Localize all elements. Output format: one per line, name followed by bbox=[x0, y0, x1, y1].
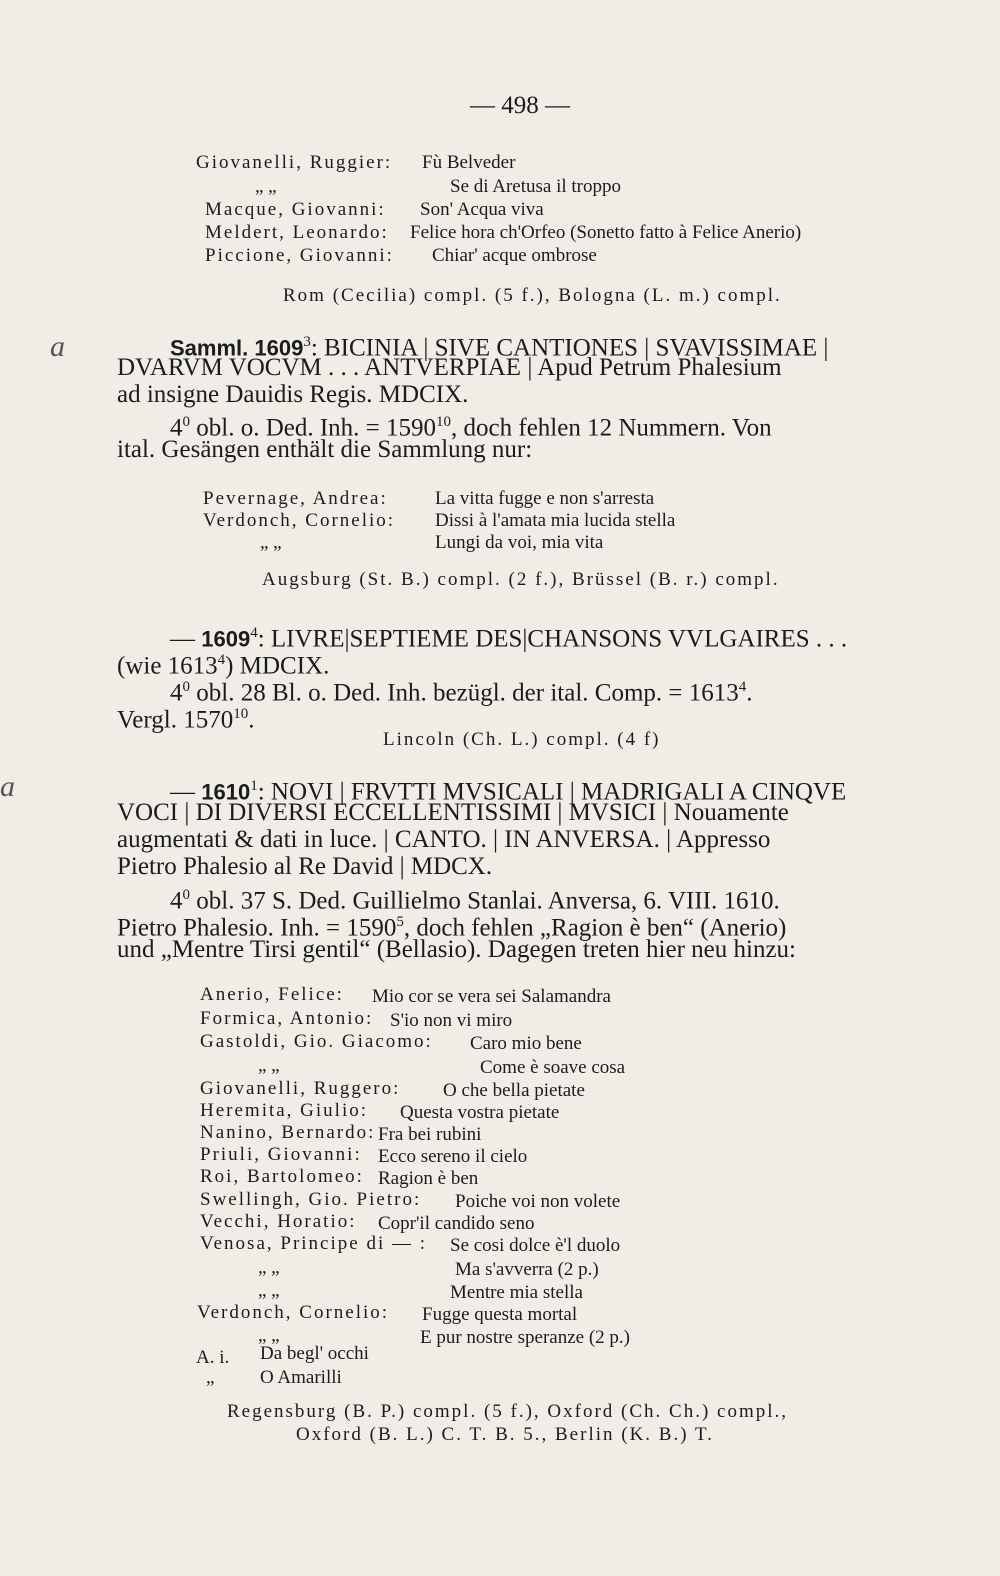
desc-text: obl. o. Ded. Inh. = 1590 bbox=[196, 414, 437, 442]
page-number: — 498 — bbox=[470, 92, 570, 119]
ditto-mark: „ bbox=[206, 1367, 215, 1388]
ditto-mark: „ „ bbox=[258, 1280, 280, 1301]
entry-title-line: : NOVI | FRVTTI MVSICALI | MADRIGALI A CINQVE bbox=[257, 778, 847, 806]
format: 4 bbox=[170, 887, 183, 915]
anonymous-mark: A. i. bbox=[196, 1347, 230, 1368]
work-title: Da begl' occhi bbox=[260, 1343, 369, 1364]
format: 4 bbox=[170, 679, 183, 707]
composer-name: Roi, Bartolomeo: bbox=[200, 1166, 364, 1187]
work-title: Ecco sereno il cielo bbox=[378, 1146, 528, 1167]
composer-name: Heremita, Giulio: bbox=[200, 1100, 369, 1121]
work-title: Dissi à l'amata mia lucida stella bbox=[435, 510, 676, 531]
ditto-mark: „ „ bbox=[258, 1257, 280, 1278]
desc-text: . bbox=[248, 706, 255, 734]
composer-name: Piccione, Giovanni: bbox=[205, 245, 394, 266]
entry-title-line: Pietro Phalesio al Re David | MDCX. bbox=[117, 853, 493, 880]
library-holdings: Lincoln (Ch. L.) compl. (4 f) bbox=[383, 729, 661, 750]
margin-mark: a bbox=[50, 330, 65, 363]
entry-title-line: : BICINIA | SIVE CANTIONES | SVAVISSIMAE | bbox=[310, 334, 829, 362]
dash: — bbox=[170, 778, 195, 806]
composer-name: Meldert, Leonardo: bbox=[205, 222, 389, 243]
library-holdings: Augsburg (St. B.) compl. (2 f.), Brüssel (B. r.) compl. bbox=[262, 569, 780, 590]
work-title: Son' Acqua viva bbox=[420, 199, 544, 220]
entry-label-sup: 3 bbox=[303, 334, 311, 350]
work-title: Caro mio bene bbox=[470, 1033, 582, 1054]
format: 4 bbox=[170, 414, 183, 442]
work-title: Come è soave cosa bbox=[480, 1057, 626, 1078]
desc-text: , doch fehlen 12 Nummern. Von bbox=[451, 414, 772, 442]
entry-title-line: DVARVM VOCVM . . . ANTVERPIAE | Apud Petrum Phalesium bbox=[117, 354, 782, 381]
work-title: Se cosi dolce è'l duolo bbox=[450, 1235, 621, 1256]
desc-text: . bbox=[746, 679, 753, 707]
work-title: Ragion è ben bbox=[378, 1168, 479, 1189]
composer-name: Giovanelli, Ruggero: bbox=[200, 1078, 401, 1099]
work-title: La vitta fugge e non s'arresta bbox=[435, 488, 655, 509]
work-title: Mio cor se vera sei Salamandra bbox=[372, 986, 611, 1007]
desc-text: obl. 28 Bl. o. Ded. Inh. bezügl. der ital. Comp. = 1613 bbox=[196, 679, 739, 707]
work-title: Felice hora ch'Orfeo (Sonetto fatto à Felice Anerio) bbox=[410, 222, 802, 243]
composer-name: Formica, Antonio: bbox=[200, 1008, 374, 1029]
desc-sup: 5 bbox=[396, 914, 404, 930]
composer-name: Venosa, Principe di — : bbox=[200, 1233, 428, 1254]
composer-name: Macque, Giovanni: bbox=[205, 199, 386, 220]
entry-title-line: : LIVRE|SEPTIEME DES|CHANSONS VVLGAIRES . . . bbox=[257, 625, 848, 653]
entry-description: und „Mentre Tirsi gentil“ (Bellasio). Dagegen treten hier neu hinzu: bbox=[117, 936, 796, 963]
entry-title-line: augmentati & dati in luce. | CANTO. | IN ANVERSA. | Appresso bbox=[117, 826, 771, 853]
entry-label-sup: 1 bbox=[250, 778, 258, 794]
desc-sup: 10 bbox=[436, 414, 452, 430]
entry-label: 1610 bbox=[201, 779, 251, 805]
composer-name: Pevernage, Andrea: bbox=[203, 488, 388, 509]
composer-name: Vecchi, Horatio: bbox=[200, 1211, 357, 1232]
work-title: Chiar' acque ombrose bbox=[432, 245, 597, 266]
composer-name: Verdonch, Cornelio: bbox=[197, 1302, 390, 1323]
work-title: Ma s'avverra (2 p.) bbox=[455, 1259, 599, 1280]
composer-name: Giovanelli, Ruggier: bbox=[196, 152, 393, 173]
work-title: O che bella pietate bbox=[443, 1080, 585, 1101]
composer-name: Gastoldi, Gio. Giacomo: bbox=[200, 1031, 433, 1052]
dash: — bbox=[170, 625, 195, 653]
composer-name: Verdonch, Cornelio: bbox=[203, 510, 396, 531]
desc-sup: 4 bbox=[738, 679, 747, 695]
desc-text: , doch fehlen „Ragion è ben“ (Anerio) bbox=[403, 914, 787, 942]
work-title: E pur nostre speranze (2 p.) bbox=[420, 1327, 630, 1348]
composer-name: Swellingh, Gio. Pietro: bbox=[200, 1189, 422, 1210]
work-title: Lungi da voi, mia vita bbox=[435, 532, 604, 553]
entry-description: $4^0$ obl. 37 S. Ded. Guillielmo Stanlai. Anversa, 6. VIII. 1610. bbox=[170, 887, 780, 915]
library-holdings: Regensburg (B. P.) compl. (5 f.), Oxford (Ch. Ch.) compl., bbox=[227, 1401, 789, 1422]
composer-name: Priuli, Giovanni: bbox=[200, 1144, 362, 1165]
work-title: Fra bei rubini bbox=[378, 1124, 482, 1145]
work-title: Fù Belveder bbox=[422, 152, 516, 173]
ditto-mark: „ „ bbox=[260, 532, 282, 553]
entry-description: ital. Gesängen enthält die Sammlung nur: bbox=[117, 436, 533, 463]
desc-sup: 4 bbox=[217, 652, 226, 668]
work-title: Se di Aretusa il troppo bbox=[450, 176, 621, 197]
desc-sup: 10 bbox=[233, 706, 249, 722]
entry-label-sup: 4 bbox=[250, 625, 258, 641]
desc-text: ) MDCIX. bbox=[225, 652, 330, 680]
desc-text: obl. 37 S. Ded. Guillielmo Stanlai. Anversa, 6. VIII. 1610. bbox=[196, 887, 780, 915]
work-title: Poiche voi non volete bbox=[455, 1191, 621, 1212]
ditto-mark: „ „ bbox=[255, 176, 277, 197]
work-title: Copr'il candido seno bbox=[378, 1213, 535, 1234]
ditto-mark: „ „ bbox=[258, 1325, 280, 1346]
entry-description: $4^0$ obl. 28 Bl. o. Ded. Inh. bezügl. der ital. Comp. = $1613^4$. bbox=[170, 679, 753, 707]
library-holdings: Rom (Cecilia) compl. (5 f.), Bologna (L. m.) compl. bbox=[283, 285, 782, 306]
work-title: O Amarilli bbox=[260, 1367, 342, 1388]
desc-text: Vergl. 1570 bbox=[117, 706, 234, 734]
work-title: S'io non vi miro bbox=[390, 1010, 513, 1031]
entry-description bbox=[117, 700, 254, 734]
entry-description: $4^0$ obl. o. Ded. Inh. = $1590^{10}$, doch fehlen 12 Nummern. Von bbox=[170, 414, 772, 442]
library-holdings: Oxford (B. L.) C. T. B. 5., Berlin (K. B.) T. bbox=[296, 1424, 714, 1445]
desc-text: Pietro Phalesio. Inh. = 1590 bbox=[117, 914, 397, 942]
work-title: Fugge questa mortal bbox=[422, 1304, 578, 1325]
entry-title-line: VOCI | DI DIVERSI ECCELLENTISSIMI | MVSICI | Nouamente bbox=[117, 799, 789, 826]
work-title: Mentre mia stella bbox=[450, 1282, 583, 1303]
margin-mark: a bbox=[0, 770, 15, 803]
desc-text: (wie 1613 bbox=[117, 652, 218, 680]
composer-name: Nanino, Bernardo: bbox=[200, 1122, 376, 1143]
ditto-mark: „ „ bbox=[258, 1055, 280, 1076]
entry-label: Samml. 1609 bbox=[170, 335, 304, 361]
entry-label: 1609 bbox=[201, 626, 251, 652]
composer-name: Anerio, Felice: bbox=[200, 984, 344, 1005]
work-title: Questa vostra pietate bbox=[400, 1102, 560, 1123]
entry-title-line: ad insigne Dauidis Regis. MDCIX. bbox=[117, 381, 469, 408]
